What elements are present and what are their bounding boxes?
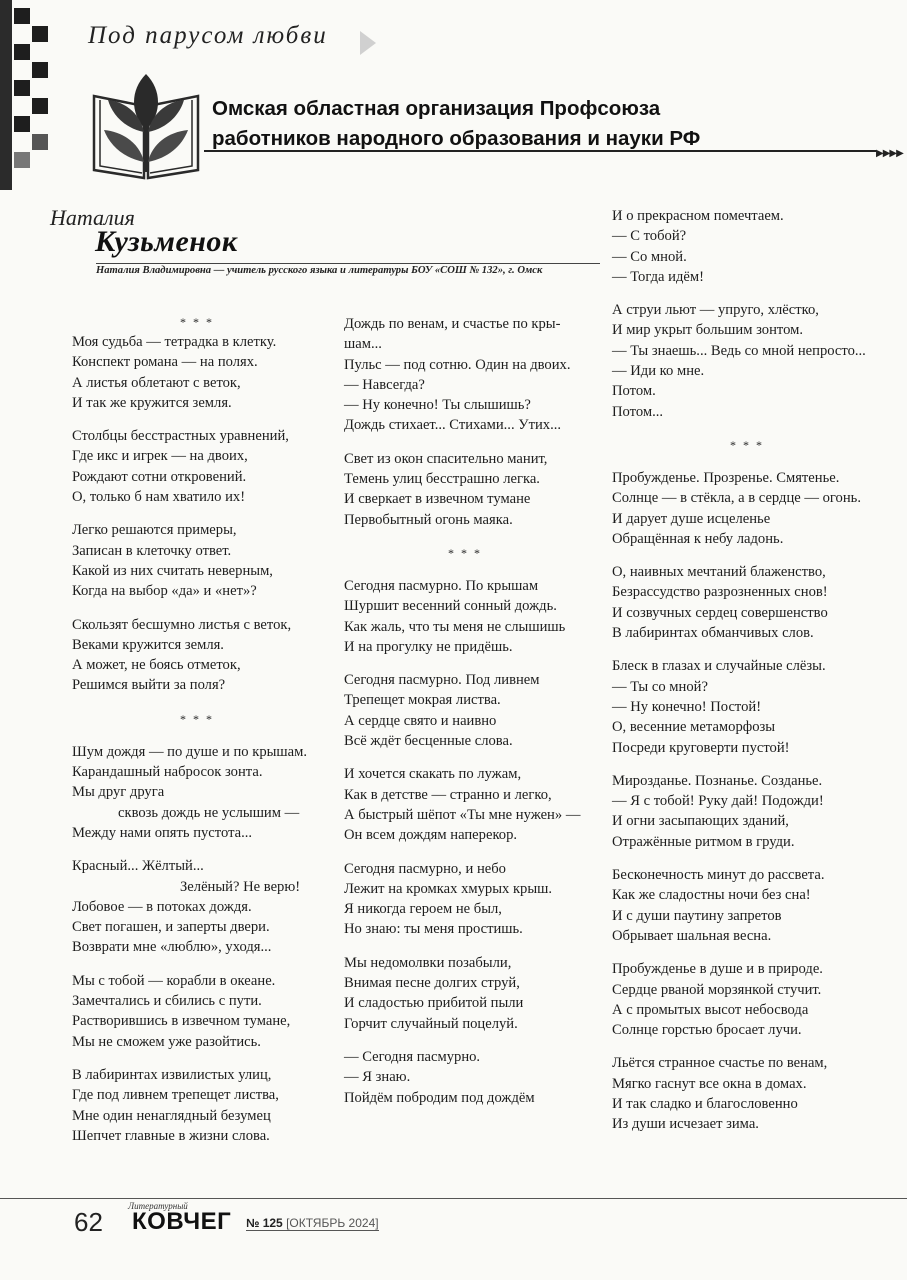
poem-separator: * * * [730,437,764,452]
poem-line: — Ну конечно! Постой! [612,698,762,715]
section-title: Под парусом любви [88,22,328,49]
stanza-gap [72,507,342,520]
poem-line: И сверкает в извечном тумане [344,491,531,508]
stanza-gap [72,696,342,709]
poem-line: Возврати мне «люблю», уходя... [72,939,272,956]
organization-line-2: работников народного образования и науки РФ [212,127,701,150]
poem-line: Пробужденье. Прозренье. Смятенье. [612,469,840,486]
poem-line: И созвучных сердец совершенство [612,604,828,621]
magazine-prefix: Литературный [128,1201,188,1211]
stanza-gap [612,946,902,959]
poem-line: Между нами опять пустота... [72,824,253,841]
poem-line: Пойдём побродим под дождём [344,1089,535,1106]
issue-date: [ОКТЯБРЬ 2024] [286,1216,379,1230]
stanza-gap [612,287,902,300]
poem-line: Столбцы бесстрастных уравнений, [72,428,289,445]
poem-line: И о прекрасном помечтаем. [612,208,784,224]
poem-line: Конспект романа — на полях. [72,354,258,371]
poem-line: Решимся выйти за поля? [72,677,226,694]
poem-line: Сегодня пасмурно, и небо [344,860,506,877]
stanza-gap [72,413,342,426]
stanza-gap [72,602,342,615]
poem-line: Пробужденье в душе и в природе. [612,961,823,978]
poem-separator: * * * [448,545,482,560]
stanza-gap [344,657,606,670]
stanza-gap [72,958,342,971]
poem-line: А может, не боясь отметок, [72,657,241,674]
stanza-gap [612,643,902,656]
poem-line: Темень улиц бесстрашно легка. [344,471,540,488]
union-logo-icon [90,66,202,184]
poem-line: Посреди круговерти пустой! [612,739,790,756]
poem-line: Мне один ненаглядный безумец [72,1107,271,1124]
poem-line: Я никогда героем не был, [344,901,502,918]
stanza-gap [344,563,606,576]
poem-line: В лабиринтах обманчивых слов. [612,625,814,642]
poem-line: И на прогулку не придёшь. [344,638,513,655]
poem-line: О, весенние метаморфозы [612,719,776,736]
poem-line: — Ты знаешь... Ведь со мной непросто... [612,342,866,359]
poem-line: Зелёный? Не верю! [180,878,301,895]
poem-line: Дождь по венам, и счастье по кры- [344,316,561,332]
poem-line: И мир укрыт большим зонтом. [612,322,803,339]
poem-line: Скользят бесшумно листья с веток, [72,616,292,633]
magazine-name: КОВЧЕГ [132,1208,232,1235]
poem-line: — Ну конечно! Ты слышишь? [344,397,531,414]
poem-line: Первобытный огонь маяка. [344,511,513,528]
stanza-gap [72,1052,342,1065]
poem-line: Мы не сможем уже разойтись. [72,1033,261,1050]
poem-line: В лабиринтах извилистых улиц, [72,1066,272,1083]
poem-line: — Я с тобой! Руку дай! Подожди! [612,793,824,810]
poem-line: Внимая песне долгих струй, [344,975,520,992]
issue-info [246,1216,379,1231]
poem-line: Солнце — в стёкла, а в сердце — огонь. [612,490,861,507]
poem-line: Легко решаются примеры, [72,522,237,539]
poem-line: Карандашный набросок зонта. [72,764,263,781]
poem-line: Мягко гаснут все окна в домах. [612,1075,807,1092]
poem-line: Дождь стихает... Стихами... Утих... [344,417,562,434]
poem-line: Растворившись в извечном тумане, [72,1013,291,1030]
poem-line: Трепещет мокрая листва. [344,692,501,709]
poem-line: Лежит на кромках хмурых крыш. [344,880,553,897]
poem-line: шам... [344,336,382,353]
stanza-gap [612,758,902,771]
title-arrow-icon [360,31,376,55]
poem-line: — Сегодня пасмурно. [344,1048,481,1065]
poem-line: А быстрый шёпот «Ты мне нужен» — [344,806,581,823]
poem-line: Потом. [612,383,656,400]
poem-line: А сердце свято и наивно [344,712,497,729]
poem-line: О, только б нам хватило их! [72,489,246,506]
poem-line: Свет из окон спасительно манит, [344,450,548,467]
stanza-gap [344,530,606,543]
poem-line: Обращённая к небу ладонь. [612,530,784,547]
poem-line: Мы с тобой — корабли в океане. [72,972,276,989]
poem-column-1 [72,312,342,1146]
poem-line: — Навсегда? [344,376,425,393]
poem-line: Как жаль, что ты меня не слышишь [344,618,566,635]
poem-line: Замечтались и сбились с пути. [72,993,262,1010]
poem-line: Он всем дождям наперекор. [344,827,518,844]
stanza-gap [344,751,606,764]
poem-line: И сладостью прибитой пыли [344,995,524,1012]
poem-line: Какой из них считать неверным, [72,562,273,579]
poem-line: Обрывает шальная весна. [612,927,772,944]
stanza-gap [612,422,902,435]
stanza-gap [344,1034,606,1047]
poem-line: А листья облетают с веток, [72,374,241,391]
poem-line: — Тогда идём! [612,268,704,285]
poem-line: Где под ливнем трепещет листва, [72,1087,279,1104]
stanza-gap [344,436,606,449]
header-divider [204,150,876,152]
author-divider [96,263,600,264]
poem-line: — Со мной. [612,248,687,265]
stanza-gap [612,1040,902,1053]
stanza-gap [344,846,606,859]
poem-line: Как же сладостны ночи без сна! [612,887,811,904]
poem-line: — Ты со мной? [612,678,708,695]
poem-line: сквозь дождь не услышим — [118,804,300,821]
poem-line: Красный... Жёлтый... [72,858,204,875]
poem-line: Горчит случайный поцелуй. [344,1015,518,1032]
stanza-gap [72,729,342,742]
poem-line: И с души паутину запретов [612,907,782,924]
poem-line: Безрассудство разрозненных снов! [612,584,828,601]
page-number: 62 [74,1207,103,1237]
poem-line: Бесконечность минут до рассвета. [612,867,825,884]
poem-line: Когда на выбор «да» и «нет»? [72,583,257,600]
poem-line: Всё ждёт бесценные слова. [344,733,513,750]
poem-line: — С тобой? [612,228,687,245]
poem-line: О, наивных мечтаний блаженство, [612,564,826,581]
issue-number: № 125 [246,1216,283,1230]
stanza-gap [344,940,606,953]
poem-line: Мы недомолвки позабыли, [344,954,512,971]
poem-line: И так же кружится земля. [72,394,232,411]
poem-line: Шуршит весенний сонный дождь. [344,598,557,615]
poem-line: Сегодня пасмурно. По крышам [344,577,539,594]
poem-line: Льётся странное счастье по венам, [612,1055,828,1072]
poem-line: Шум дождя — по душе и по крышам. [72,743,308,760]
poem-line: Из души исчезает зима. [612,1116,759,1133]
stanza-gap [612,549,902,562]
poem-line: Солнце горстью бросает лучи. [612,1022,802,1039]
poem-line: И дарует душе исцеленье [612,510,771,527]
poem-line: А с промытых высот небосвода [612,1001,809,1018]
poem-separator: * * * [180,315,214,329]
poem-line: Где икс и игрек — на двоих, [72,448,248,465]
poem-line: Как в детстве — странно и легко, [344,786,552,803]
poem-line: И так сладко и благословенно [612,1095,798,1112]
organization-line-1: Омская областная организация Профсоюза [212,97,661,120]
stanza-gap [612,455,902,468]
poem-line: Шепчет главные в жизни слова. [72,1127,270,1144]
stanza-gap [612,852,902,865]
author-last-name: Кузьменок [95,225,238,258]
author-first-name: Наталия [50,205,135,230]
stanza-gap [72,843,342,856]
poem-line: И хочется скакать по лужам, [344,766,522,783]
poem-line: А струи льют — упруго, хлёстко, [612,302,819,319]
poem-line: Блеск в глазах и случайные слёзы. [612,658,826,675]
poem-line: Но знаю: ты меня простишь. [344,921,523,938]
poem-line: Моя судьба — тетрадка в клетку. [72,334,277,350]
poem-line: Сегодня пасмурно. Под ливнем [344,672,540,689]
poem-line: Потом... [612,403,664,420]
poem-line: Свет погашен, и заперты двери. [72,919,270,936]
footer-divider [0,1198,907,1199]
poem-line: И огни засыпающих зданий, [612,813,789,830]
poem-separator: * * * [180,711,214,726]
poem-line: Мы друг друга [72,784,165,801]
poem-line: Сердце рваной морзянкой стучит. [612,981,822,998]
header-arrows-icon: ▶▶▶▶ [876,148,903,159]
poem-line: Рождают сотни откровений. [72,468,247,485]
decorative-strip [0,0,52,200]
poem-column-3 [612,206,902,1135]
poem-line: Мирозданье. Познанье. Созданье. [612,772,823,789]
author-bio: Наталия Владимировна — учитель русского языка и литературы БОУ «СОШ № 132», г. Омск [96,265,543,276]
poem-line: — Я знаю. [344,1069,411,1086]
organization-name [212,94,700,154]
poem-line: Записан в клеточку ответ. [72,542,232,559]
poem-line: Лобовое — в потоках дождя. [72,898,252,915]
poem-line: — Иди ко мне. [612,363,705,380]
poem-column-2 [344,314,606,1108]
poem-line: Пульс — под сотню. Один на двоих. [344,356,571,373]
poem-line: Отражённые ритмом в груди. [612,833,795,850]
poem-line: Веками кружится земля. [72,636,224,653]
